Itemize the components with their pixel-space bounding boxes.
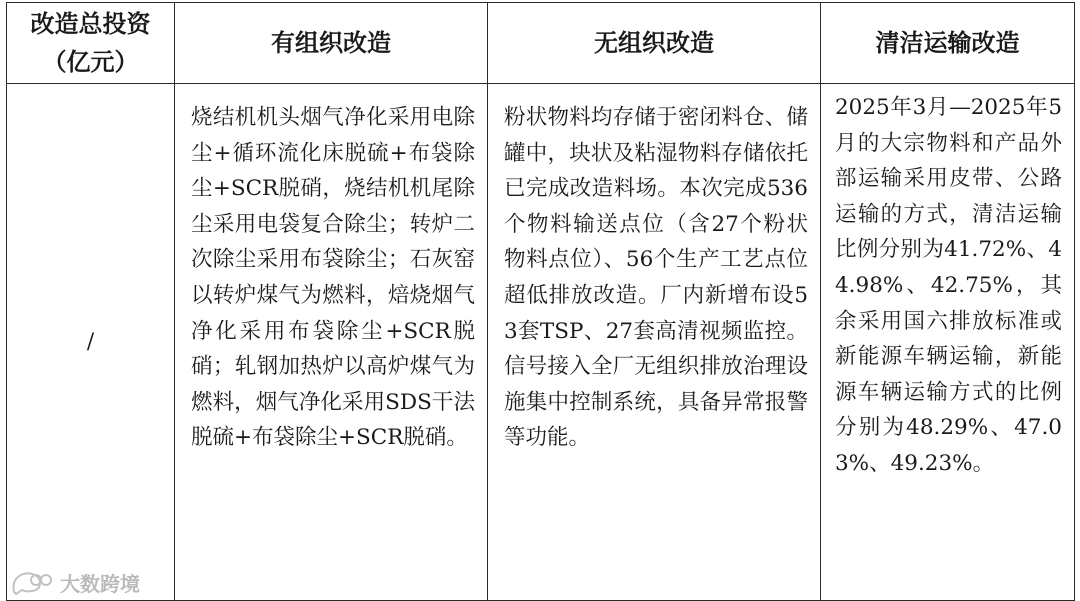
header-investment <box>7 3 175 84</box>
cell-organized: 烧结机机头烟气净化采用电除尘+循环流化床脱硫+布袋除尘+SCR脱硝，烧结机机尾除尘采用电袋复合除尘；转炉二次除尘采用布袋除尘；石灰窑以转炉煤气为燃料，焙烧烟气净化采用布袋除尘+SCR脱硝；轧钢加热炉以高炉煤气为燃料，烟气净化采用SDS干法脱硫+布袋除尘+SCR脱硝。 <box>175 84 488 601</box>
header-unorganized: 无组织改造 <box>488 3 821 84</box>
speech-bubble-logo-icon <box>10 570 54 596</box>
header-row <box>7 3 1075 84</box>
header-organized: 有组织改造 <box>175 3 488 84</box>
header-clean-transport: 清洁运输改造 <box>821 3 1075 84</box>
watermark <box>10 568 140 597</box>
header-investment-line2: （亿元） <box>42 48 139 76</box>
table-row <box>7 84 1075 601</box>
watermark-text: 大数跨境 <box>60 572 140 596</box>
investment-table <box>6 2 1075 601</box>
header-investment-line1: 改造总投资 <box>30 10 151 38</box>
cell-clean-transport: 2025年3月—2025年5月的大宗物料和产品外部运输采用皮带、公路运输的方式，清洁运输比例分别为41.72%、44.98%、42.75%，其余采用国六排放标准或新能源车辆运输，新能源车辆运输方式的比例分别为48.29%、47.03%、49.23%。 <box>821 84 1075 601</box>
cell-investment: / <box>7 84 175 601</box>
cell-unorganized: 粉状物料均存储于密闭料仓、储罐中，块状及粘湿物料存储依托已完成改造料场。本次完成536个物料输送点位（含27个粉状物料点位）、56个生产工艺点位超低排放改造。厂内新增布设53套TSP、27套高清视频监控。信号接入全厂无组织排放治理设施集中控制系统，具备异常报警等功能。 <box>488 84 821 601</box>
